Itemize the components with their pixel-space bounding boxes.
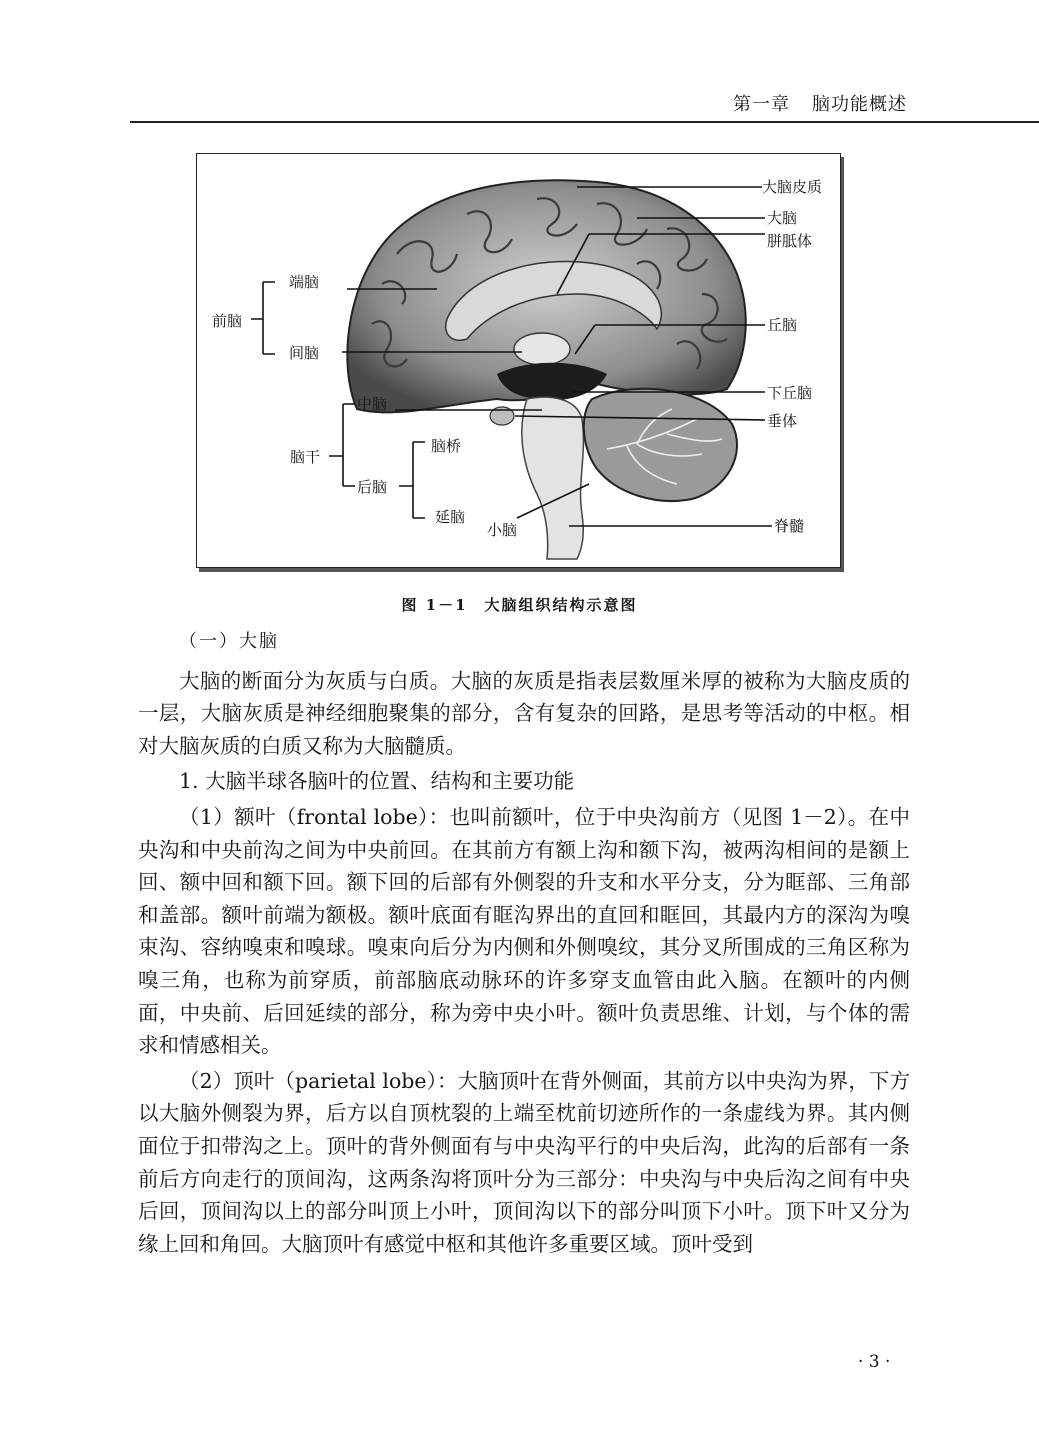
paragraph-2: 1. 大脑半球各脑叶的位置、结构和主要功能 <box>179 769 575 794</box>
section-title: （一）大脑 <box>179 631 279 652</box>
body-text <box>138 626 910 1263</box>
label-pituitary: 垂体 <box>767 412 798 430</box>
header-rule <box>130 121 1039 123</box>
thalamus-shape <box>514 333 570 365</box>
chapter-title: 脑功能概述 <box>812 94 907 115</box>
brain-diagram <box>197 154 840 567</box>
paragraph-1: 大脑的断面分为灰质与白质。大脑的灰质是指表层数厘米厚的被称为大脑皮质的一层，大脑灰质是神经细胞聚集的部分，含有复杂的回路，是思考等活动的中枢。相对大脑灰质的白质又称为大脑髓质。 <box>138 668 910 758</box>
label-hindbrain: 后脑 <box>357 478 388 496</box>
bracket-hindbrain <box>399 442 425 518</box>
label-cerebrum: 大脑 <box>767 209 798 227</box>
label-cerebellum: 小脑 <box>487 521 518 539</box>
label-cortex: 大脑皮质 <box>762 178 823 196</box>
label-brainstem: 脑干 <box>290 448 321 466</box>
label-spinal-cord: 脊髓 <box>774 517 805 535</box>
brainstem-shape <box>522 397 584 559</box>
label-diencephalon: 间脑 <box>289 344 320 362</box>
paragraph-3: （1）额叶（frontal lobe）：也叫前额叶，位于中央沟前方（见图 1－2）。在中央沟和中央前沟之间为中央前回。在其前方有额上沟和额下沟，被两沟相间的是额上回、额中回和额下回。额下回的后部有外侧裂的升支和水平分支，分为眶部、三角部和盖部。额叶前端为额极。额叶底面有眶沟界出的直回和眶回，其最内方的深沟为嗅束沟、容纳嗅束和嗅球。嗅束向后分为内侧和外侧嗅纹，其分叉所围成的三角区称为嗅三角，也称为前穿质，前部脑底动脉环的许多穿支血管由此入脑。在额叶的内侧面，中央前、后回延续的部分，称为旁中央小叶。额叶负责思维、计划，与个体的需求和情感相关。 <box>138 804 910 1058</box>
figure-caption: 图 1－1 大脑组织结构示意图 <box>401 596 638 614</box>
bracket-brainstem <box>329 404 355 486</box>
cerebellum-shape <box>584 389 737 501</box>
label-medulla: 延脑 <box>435 508 466 526</box>
brain-figure <box>196 153 841 568</box>
label-telencephalon: 端脑 <box>289 273 320 291</box>
running-header <box>733 90 907 116</box>
label-forebrain: 前脑 <box>212 312 243 330</box>
label-corpus-callosum: 胼胝体 <box>767 232 813 250</box>
chapter-label: 第一章 <box>733 94 790 115</box>
label-thalamus: 丘脑 <box>767 316 798 334</box>
page-number: · 3 · <box>858 1352 891 1372</box>
paragraph-4: （2）顶叶（parietal lobe）：大脑顶叶在背外侧面，其前方以中央沟为界，下方以大脑外侧裂为界，后方以自顶枕裂的上端至枕前切迹所作的一条虚线为界。其内侧面位于扣带沟之上。顶叶的背外侧面有与中央沟平行的中央后沟，此沟的后部有一条前后方向走行的顶间沟，这两条沟将顶叶分为三部分：中央沟与中央后沟之间有中央后回，顶间沟以上的部分叫顶上小叶，顶间沟以下的部分叫顶下小叶。顶下叶又分为缘上回和角回。大脑顶叶有感觉中枢和其他许多重要区域。顶叶受到 <box>138 1068 910 1256</box>
label-hypothalamus: 下丘脑 <box>767 384 813 402</box>
label-midbrain: 中脑 <box>357 395 388 413</box>
bracket-forebrain <box>251 282 275 354</box>
label-pons: 脑桥 <box>431 437 462 455</box>
